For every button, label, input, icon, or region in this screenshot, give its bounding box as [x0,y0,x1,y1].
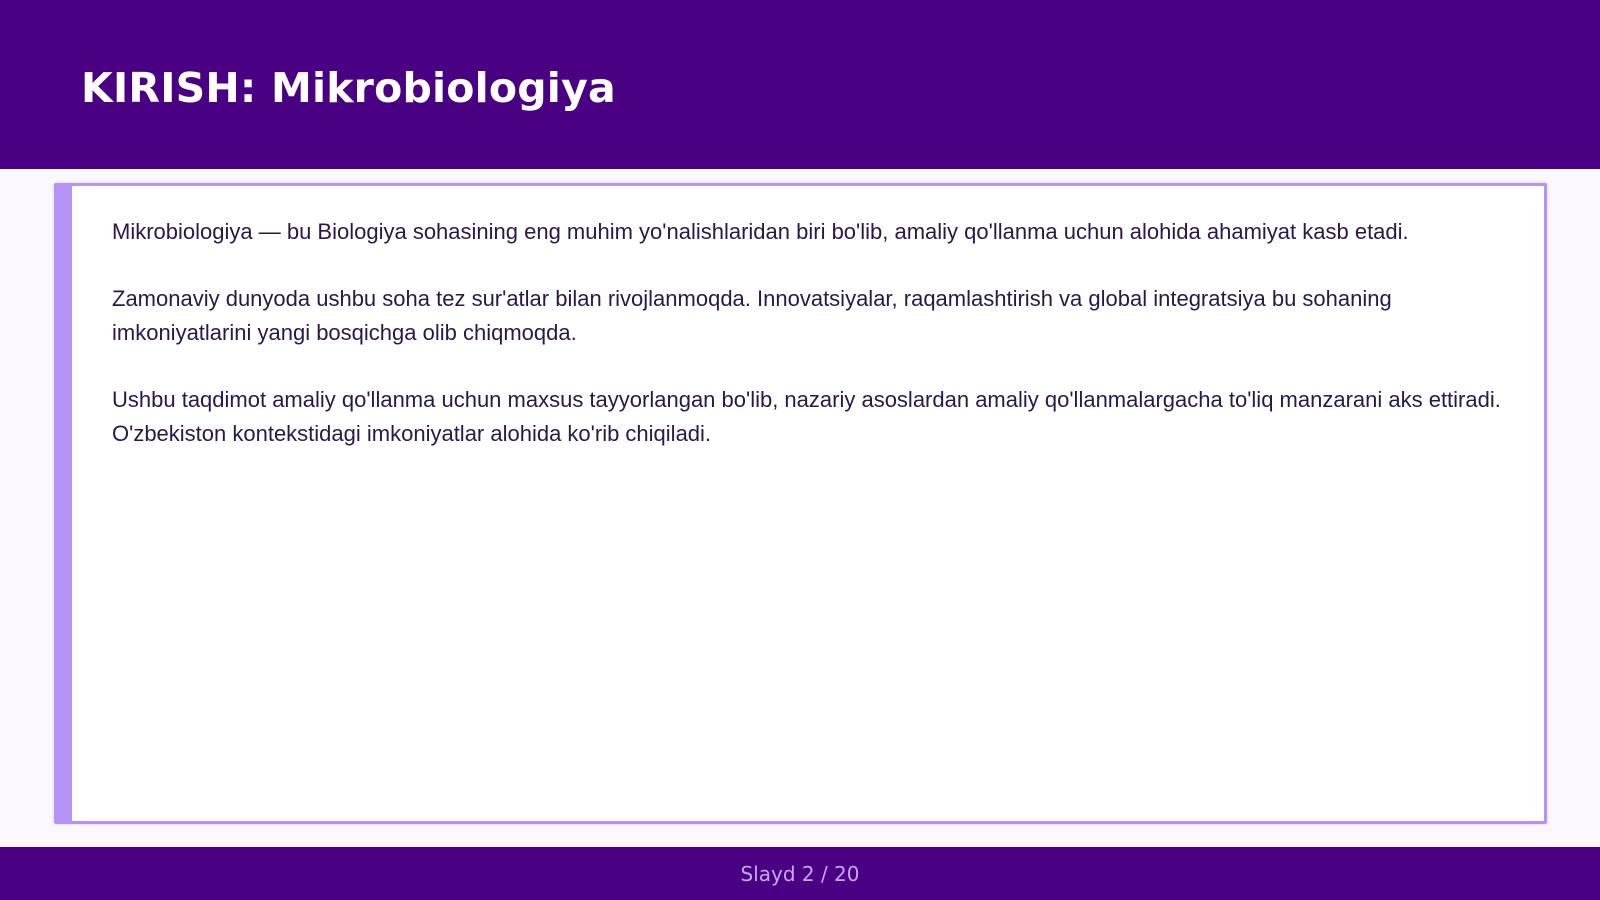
slide-header [0,0,1600,169]
content-card [54,183,1547,824]
slide-title: KIRISH: Mikrobiologiya [81,64,616,112]
content-body [112,215,1512,484]
slide-counter: Slayd 2 / 20 [740,862,860,886]
intro-paragraph-2: Zamonaviy dunyoda ushbu soha tez sur'atlar bilan rivojlanmoqda. Innovatsiyalar, raqamlashtirish va global integratsiya bu sohaning imkoniyatlarini yangi bosqichga olib chiqmoqda. [112,286,1392,345]
intro-paragraph-1: Mikrobiologiya — bu Biologiya sohasining eng muhim yo'nalishlaridan biri bo'lib, amaliy qo'llanma uchun alohida ahamiyat kasb etadi. [112,219,1409,244]
slide-footer [0,847,1600,900]
intro-paragraph-3: Ushbu taqdimot amaliy qo'llanma uchun maxsus tayyorlangan bo'lib, nazariy asoslardan amaliy qo'llanmalargacha to'liq manzarani aks ettiradi. O'zbekiston kontekstidagi imkoniyatlar alohida ko'rib chiqiladi. [112,387,1501,446]
